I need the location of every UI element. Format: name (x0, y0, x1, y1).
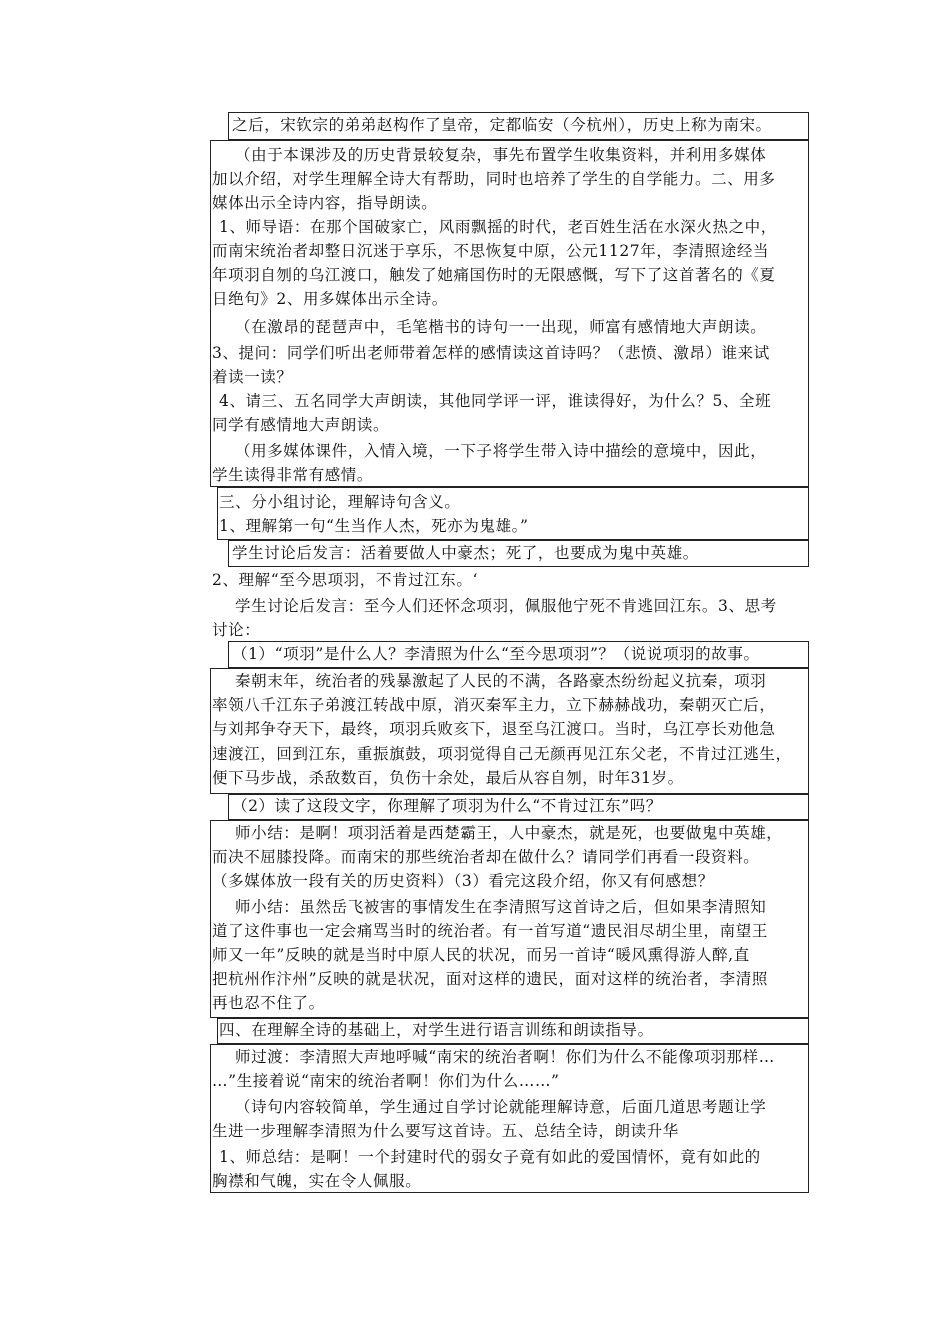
paragraph-line: 便下马步战，杀敌数百，负伤十余处，最后从容自刎，时年31岁。 (212, 769, 684, 787)
paragraph-line: 师过渡：李清照大声地呼喊“南宋的统治者啊！你们为什么不能像项羽那样… (235, 1048, 775, 1066)
paragraph-line: （在激昂的琵琶声中，毛笔楷书的诗句一一出现，师富有感情地大声朗读。 (235, 318, 767, 336)
paragraph-line: 同学有感情地大声朗读。 (212, 416, 390, 434)
paragraph-line: 与刘邦争夺天下，最终，项羽兵败亥下，退至乌江渡口。当时，乌江亭长劝他急 (212, 720, 776, 738)
paragraph-line: 1、理解第一句“生当作人杰，死亦为鬼雄。” (219, 517, 529, 535)
paragraph-line: 加以介绍，对学生理解全诗大有帮助，同时也培养了学生的自学能力。二、用多 (212, 170, 776, 188)
paragraph-line: 率领八千江东子弟渡江转战中原，消灭秦军主力，立下赫赫战功，秦朝灭亡后， (212, 696, 776, 714)
paragraph-line: 秦朝末年，统治者的残暴激起了人民的不满，各路豪杰纷纷起义抗秦，项羽 (235, 672, 767, 690)
paragraph-line: （2）读了这段文字，你理解了项羽为什么“不肯过江东”吗？ (232, 797, 663, 815)
paragraph-line: 学生讨论后发言：至今人们还怀念项羽，佩服他宁死不肯逃回江东。3、思考 (235, 597, 777, 615)
paragraph-line: 媒体出示全诗内容，指导朗读。 (212, 194, 438, 212)
paragraph-line: 道了这件事也一定会痛骂当时的统治者。有一首写道“遗民泪尽胡尘里，南望王 (212, 922, 768, 940)
paragraph-line: 而决不屈膝投降。而南宋的那些统治者却在做什么？请同学们再看一段资料。 (212, 848, 760, 866)
section-heading: 三、分小组讨论，理解诗句含义。 (219, 493, 461, 511)
paragraph-line: 师小结：是啊！项羽活着是西楚霸王，人中豪杰，就是死，也要做鬼中英雄， (235, 824, 783, 842)
paragraph-line: （诗句内容较简单，学生通过自学讨论就能理解诗意，后面几道思考题让学 (235, 1098, 767, 1116)
paragraph-line: …”生接着说“南宋的统治者啊！你们为什么……” (212, 1072, 560, 1090)
paragraph-line: 胸襟和气魄，实在令人佩服。 (212, 1172, 422, 1190)
section-heading: 四、在理解全诗的基础上，对学生进行语言训练和朗读指导。 (219, 1021, 654, 1039)
paragraph-line: 3、提问：同学们听出老师带着怎样的感情读这首诗吗？（悲愤、激昂）谁来试 (212, 344, 770, 362)
paragraph-line: 日绝句》2、用多媒体出示全诗。 (212, 290, 448, 308)
paragraph-line: 1、师总结：是啊！一个封建时代的弱女子竟有如此的爱国情怀，竟有如此的 (219, 1148, 761, 1166)
paragraph-line: 学生讨论后发言：活着要做人中豪杰；死了，也要成为鬼中英雄。 (232, 544, 699, 562)
paragraph-line: 把杭州作汴州”反映的就是状况，面对这样的遗民，面对这样的统治者，李清照 (212, 970, 768, 988)
paragraph-line: 师又一年”反映的就是当时中原人民的状况，而另一首诗“暖风熏得游人醉,直 (212, 946, 750, 964)
paragraph-line: 讨论： (212, 621, 261, 639)
paragraph-line: 之后，宋钦宗的弟弟赵构作了皇帝，定都临安（今杭州），历史上称为南宋。 (232, 116, 772, 134)
paragraph-line: （1）“项羽”是什么人？李清照为什么“至今思项羽”？（说说项羽的故事。 (232, 645, 760, 663)
paragraph-line: 4、请三、五名同学大声朗读，其他同学评一评，谁读得好，为什么？5、全班 (219, 392, 772, 410)
paragraph-line: （由于本课涉及的历史背景较复杂，事先布置学生收集资料，并利用多媒体 (235, 146, 767, 164)
paragraph-line: 速渡江，回到江东，重振旗鼓，项羽觉得自己无颜再见江东父老，不肯过江逃生， (212, 745, 792, 763)
paragraph-line: 学生读得非常有感情。 (212, 466, 374, 484)
paragraph-line: 2、理解“至今思项羽，不肯过江东。‘ (212, 571, 479, 589)
paragraph-line: 师小结：虽然岳飞被害的事情发生在李清照写这首诗之后，但如果李清照知 (235, 898, 767, 916)
paragraph-line: 着读一读？ (212, 368, 293, 386)
paragraph-line: 年项羽自刎的乌江渡口，触发了她痛国伤时的无限感慨，写下了这首著名的《夏 (212, 266, 776, 284)
paragraph-line: （多媒体放一段有关的历史资料）（3）看完这段介绍，你又有何感想？ (212, 872, 714, 890)
paragraph-line: 再也忍不住了。 (212, 994, 325, 1012)
paragraph-line: 而南宋统治者却整日沉迷于享乐，不思恢复中原，公元1127年，李清照途经当 (212, 242, 770, 260)
paragraph-line: （用多媒体课件，入情入境，一下子将学生带入诗中描绘的意境中，因此， (235, 442, 767, 460)
paragraph-line: 1、师导语：在那个国破家亡，风雨飘摇的时代，老百姓生活在水深火热之中， (219, 218, 777, 236)
paragraph-line: 生进一步理解李清照为什么要写这首诗。五、总结全诗，朗读升华 (212, 1122, 679, 1140)
